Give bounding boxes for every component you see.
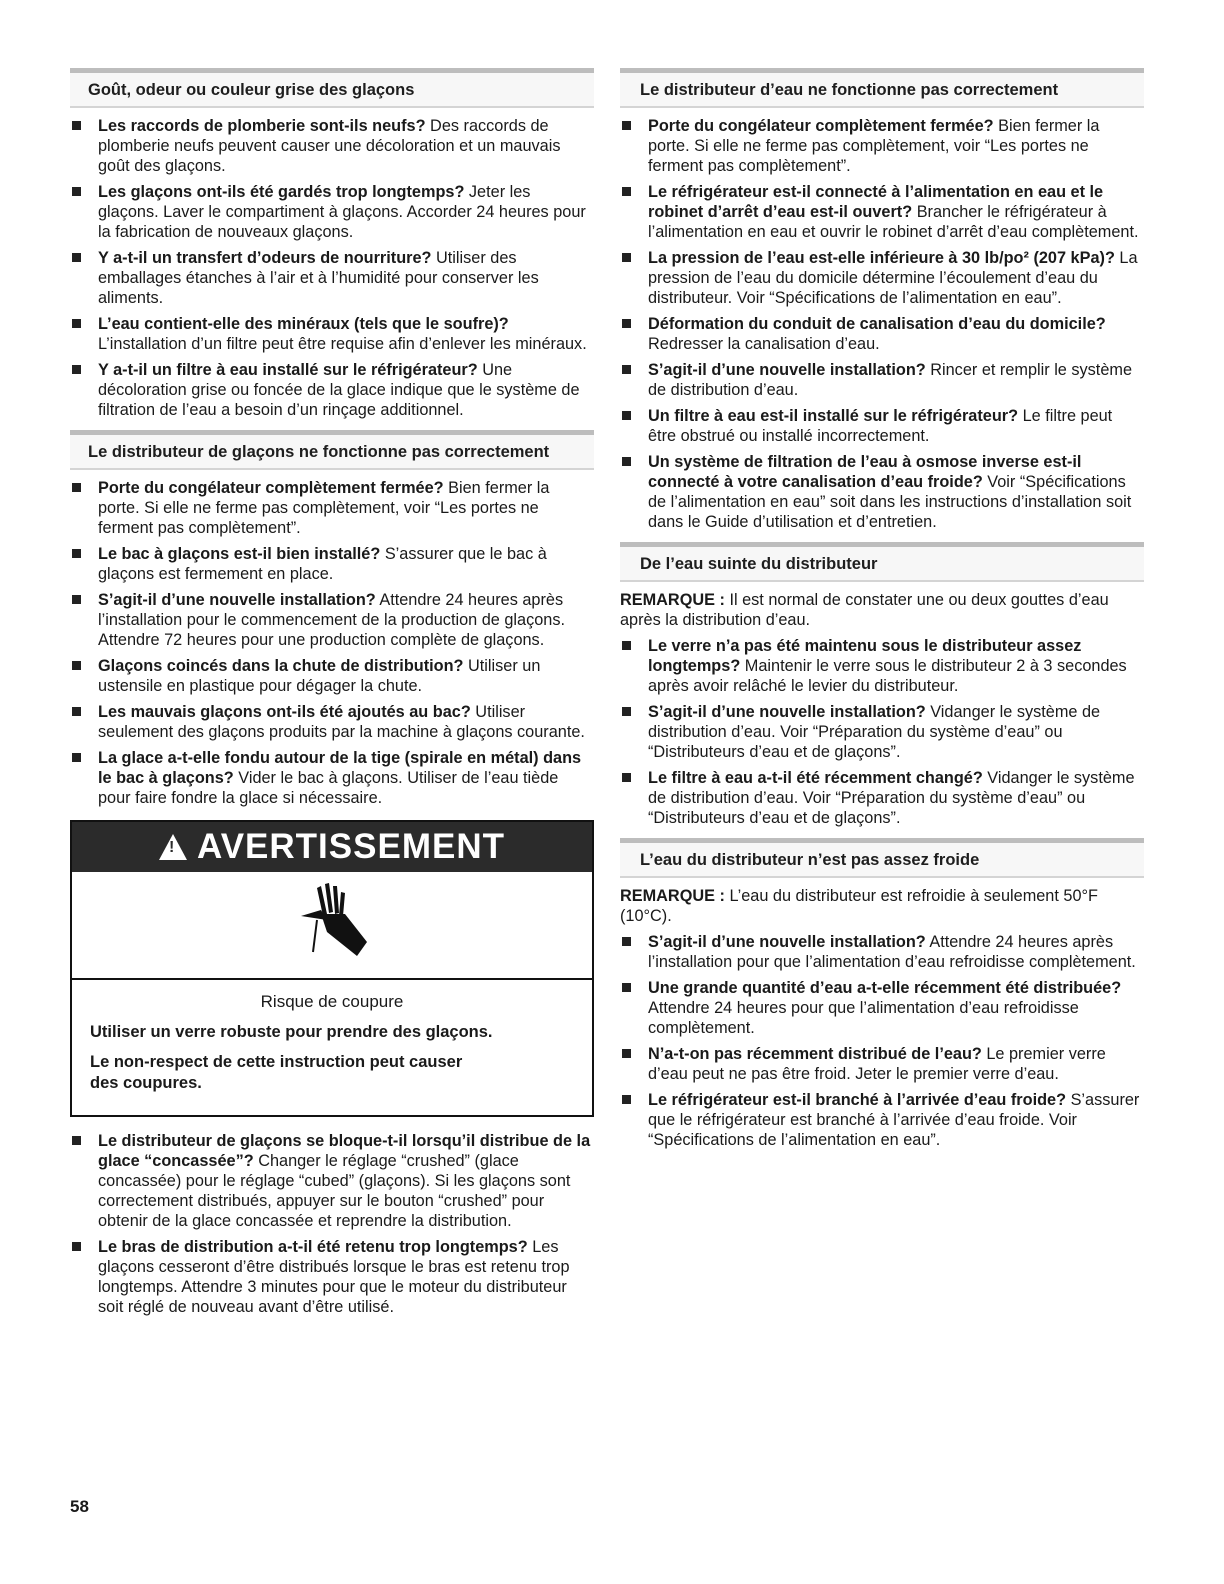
list-item	[70, 248, 594, 308]
warning-line-1: Utiliser un verre robuste pour prendre des glaçons.	[90, 1023, 493, 1041]
note-text: L’eau du distributeur est refroidie à seulement 50°F (10°C).	[620, 887, 1098, 925]
answer: Vidanger le système de distribution d’eau. Voir “Préparation du système d’eau” ou “Distributeurs d’eau et de glaçons”.	[648, 769, 1135, 827]
list-item	[620, 636, 1144, 696]
answer: Utiliser des emballages étanches à l’air et à l’humidité pour conserver les aliments.	[98, 249, 539, 307]
left-column	[70, 68, 594, 1323]
warning-triangle-icon: !	[159, 834, 187, 860]
question: N’a-t-on pas récemment distribué de l’eau?	[648, 1045, 982, 1063]
answer: Vidanger le système de distribution d’eau. Voir “Préparation du système d’eau” ou “Distributeurs d’eau et de glaçons”.	[648, 703, 1101, 761]
item-list	[620, 636, 1144, 828]
list-item	[70, 314, 594, 354]
answer: S’assurer que le réfrigérateur est branché à l’arrivée d’eau froide. Voir “Spécifications de l’alimentation en eau”.	[648, 1091, 1140, 1149]
note-label: REMARQUE :	[620, 591, 725, 609]
question: Un système de filtration de l’eau à osmose inverse est-il connecté à votre canalisation d’eau froide?	[648, 453, 1082, 491]
item-list	[620, 116, 1144, 532]
question: Le filtre à eau a-t-il été récemment changé?	[648, 769, 983, 787]
right-sections	[620, 68, 1144, 1150]
list-item	[70, 702, 594, 742]
list-item	[620, 360, 1144, 400]
answer: Le filtre peut être obstrué ou installé incorrectement.	[648, 407, 1113, 445]
section-heading: Goût, odeur ou couleur grise des glaçons	[70, 68, 594, 108]
item-list	[70, 478, 594, 808]
answer: L’installation d’un filtre peut être requise afin d’enlever les minéraux.	[98, 335, 587, 353]
question: S’agit-il d’une nouvelle installation?	[98, 591, 376, 609]
question: Y a-t-il un transfert d’odeurs de nourriture?	[98, 249, 432, 267]
item-list	[70, 116, 594, 420]
answer: Brancher le réfrigérateur à l’alimentation en eau et ouvrir le robinet d’arrêt d’eau complètement.	[648, 203, 1139, 241]
answer: La pression de l’eau du domicile détermine l’écoulement d’eau du distributeur. Voir “Spécifications de l’alimentation en eau”.	[648, 249, 1138, 307]
answer: Redresser la canalisation d’eau.	[648, 335, 880, 353]
answer: Bien fermer la porte. Si elle ne ferme pas complètement, voir “Les portes ne ferment pas complètement”.	[648, 117, 1100, 175]
question: L’eau contient-elle des minéraux (tels que le soufre)?	[98, 315, 509, 333]
answer: Le premier verre d’eau peut ne pas être froid. Jeter le premier verre d’eau.	[648, 1045, 1106, 1083]
question: Le verre n’a pas été maintenu sous le distributeur assez longtemps?	[648, 637, 1082, 675]
answer: Utiliser seulement des glaçons produits par la machine à glaçons courante.	[98, 703, 585, 741]
note	[620, 886, 1144, 926]
question: Le réfrigérateur est-il connecté à l’alimentation en eau et le robinet d’arrêt d’eau est-il ouvert?	[648, 183, 1104, 221]
list-item	[70, 478, 594, 538]
question: Porte du congélateur complètement fermée?	[648, 117, 994, 135]
note-text: Il est normal de constater une ou deux gouttes d’eau après la distribution d’eau.	[620, 591, 1109, 629]
question: Le bac à glaçons est-il bien installé?	[98, 545, 381, 563]
answer: Attendre 24 heures après l’installation pour le commencement de la production de glaçons. Attendre 72 heures pour une production complète de glaçons.	[98, 591, 565, 649]
list-item	[70, 590, 594, 650]
list-item	[70, 748, 594, 808]
section	[620, 542, 1144, 828]
page-number: 58	[70, 1497, 89, 1516]
list-item	[70, 360, 594, 420]
answer: Les glaçons cesseront d’être distribués lorsque le bras est retenu trop longtemps. Attendre 3 minutes pour que le moteur du distributeur soit réglé de nouveau avant d’être utilisé.	[98, 1238, 570, 1316]
list-item	[620, 182, 1144, 242]
list-item	[620, 452, 1144, 532]
question: Le réfrigérateur est-il branché à l’arrivée d’eau froide?	[648, 1091, 1067, 1109]
section-heading: Le distributeur de glaçons ne fonctionne pas correctement	[70, 430, 594, 470]
question: La glace a-t-elle fondu autour de la tige (spirale en métal) dans le bac à glaçons?	[98, 749, 582, 787]
list-item	[620, 932, 1144, 972]
question: S’agit-il d’une nouvelle installation?	[648, 933, 926, 951]
question: Y a-t-il un filtre à eau installé sur le réfrigérateur?	[98, 361, 478, 379]
question: Les glaçons ont-ils été gardés trop longtemps?	[98, 183, 465, 201]
list-item	[620, 314, 1144, 354]
section	[70, 430, 594, 808]
question: S’agit-il d’une nouvelle installation?	[648, 361, 926, 379]
list-item	[620, 702, 1144, 762]
hand-cut-icon	[287, 880, 377, 970]
warning-box	[70, 820, 594, 1117]
question: La pression de l’eau est-elle inférieure à 30 lb/po² (207 kPa)?	[648, 249, 1115, 267]
section-heading: De l’eau suinte du distributeur	[620, 542, 1144, 582]
list-item	[70, 656, 594, 696]
answer: Attendre 24 heures pour que l’alimentation d’eau refroidisse complètement.	[648, 999, 1079, 1037]
answer: S’assurer que le bac à glaçons est fermement en place.	[98, 545, 547, 583]
item-list	[620, 932, 1144, 1150]
note	[620, 590, 1144, 630]
question: Le distributeur de glaçons se bloque-t-il lorsqu’il distribue de la glace “concassée”?	[98, 1132, 591, 1170]
warning-banner	[72, 822, 592, 872]
answer: Voir “Spécifications de l’alimentation en eau” soit dans les instructions d’installation soit dans le Guide d’utilisation et d’entretien.	[648, 473, 1132, 531]
warning-text	[72, 980, 592, 1115]
warning-banner-text: AVERTISSEMENT	[197, 827, 505, 866]
right-column	[620, 68, 1144, 1160]
question: Un filtre à eau est-il installé sur le réfrigérateur?	[648, 407, 1019, 425]
list-item	[620, 248, 1144, 308]
section	[620, 68, 1144, 532]
answer: Rincer et remplir le système de distribution d’eau.	[648, 361, 1133, 399]
answer: Des raccords de plomberie neufs peuvent causer une décoloration et un mauvais goût des glaçons.	[98, 117, 561, 175]
answer: Une décoloration grise ou foncée de la glace indique que le système de filtration de l’eau a besoin d’un rinçage additionnel.	[98, 361, 580, 419]
list-item	[70, 1237, 594, 1317]
note-label: REMARQUE :	[620, 887, 725, 905]
question: Le bras de distribution a-t-il été retenu trop longtemps?	[98, 1238, 528, 1256]
list-item	[620, 406, 1144, 446]
answer: Maintenir le verre sous le distributeur 2 à 3 secondes après avoir relâché le levier du distributeur.	[648, 657, 1127, 695]
question: Glaçons coincés dans la chute de distribution?	[98, 657, 464, 675]
list-item	[620, 768, 1144, 828]
left-after-list	[70, 1131, 594, 1317]
list-item	[70, 116, 594, 176]
section-heading: L’eau du distributeur n’est pas assez froide	[620, 838, 1144, 878]
section	[70, 68, 594, 420]
answer: Bien fermer la porte. Si elle ne ferme pas complètement, voir “Les portes ne ferment pas complètement”.	[98, 479, 550, 537]
list-item	[70, 182, 594, 242]
question: S’agit-il d’une nouvelle installation?	[648, 703, 926, 721]
answer: Jeter les glaçons. Laver le compartiment à glaçons. Accorder 24 heures pour la fabrication de nouveaux glaçons.	[98, 183, 586, 241]
list-item	[620, 978, 1144, 1038]
list-item	[70, 544, 594, 584]
section	[620, 838, 1144, 1150]
warning-risk: Risque de coupure	[260, 992, 404, 1011]
question: Une grande quantité d’eau a-t-elle récemment été distribuée?	[648, 979, 1122, 997]
question: Les raccords de plomberie sont-ils neufs?	[98, 117, 426, 135]
answer: Attendre 24 heures après l’installation pour que l’alimentation d’eau refroidisse complètement.	[648, 933, 1136, 971]
answer: Vider le bac à glaçons. Utiliser de l’eau tiède pour faire fondre la glace si nécessaire.	[98, 769, 559, 807]
list-item	[620, 116, 1144, 176]
section-heading: Le distributeur d’eau ne fonctionne pas correctement	[620, 68, 1144, 108]
answer: Utiliser un ustensile en plastique pour dégager la chute.	[98, 657, 541, 695]
left-sections	[70, 68, 594, 808]
warning-line-2: Le non-respect de cette instruction peut causer des coupures.	[90, 1053, 463, 1092]
list-item	[620, 1090, 1144, 1150]
question: Porte du congélateur complètement fermée?	[98, 479, 444, 497]
question: Déformation du conduit de canalisation d’eau du domicile?	[648, 315, 1106, 333]
list-item	[620, 1044, 1144, 1084]
warning-icon-box	[72, 872, 592, 980]
list-item	[70, 1131, 594, 1231]
question: Les mauvais glaçons ont-ils été ajoutés au bac?	[98, 703, 471, 721]
answer: Changer le réglage “crushed” (glace concassée) pour le réglage “cubed” (glaçons). Si les glaçons sont correctement distribués, appuyer sur le bouton “crushed” pour obtenir de la glace concassée et reprendre la distribution.	[98, 1152, 571, 1230]
